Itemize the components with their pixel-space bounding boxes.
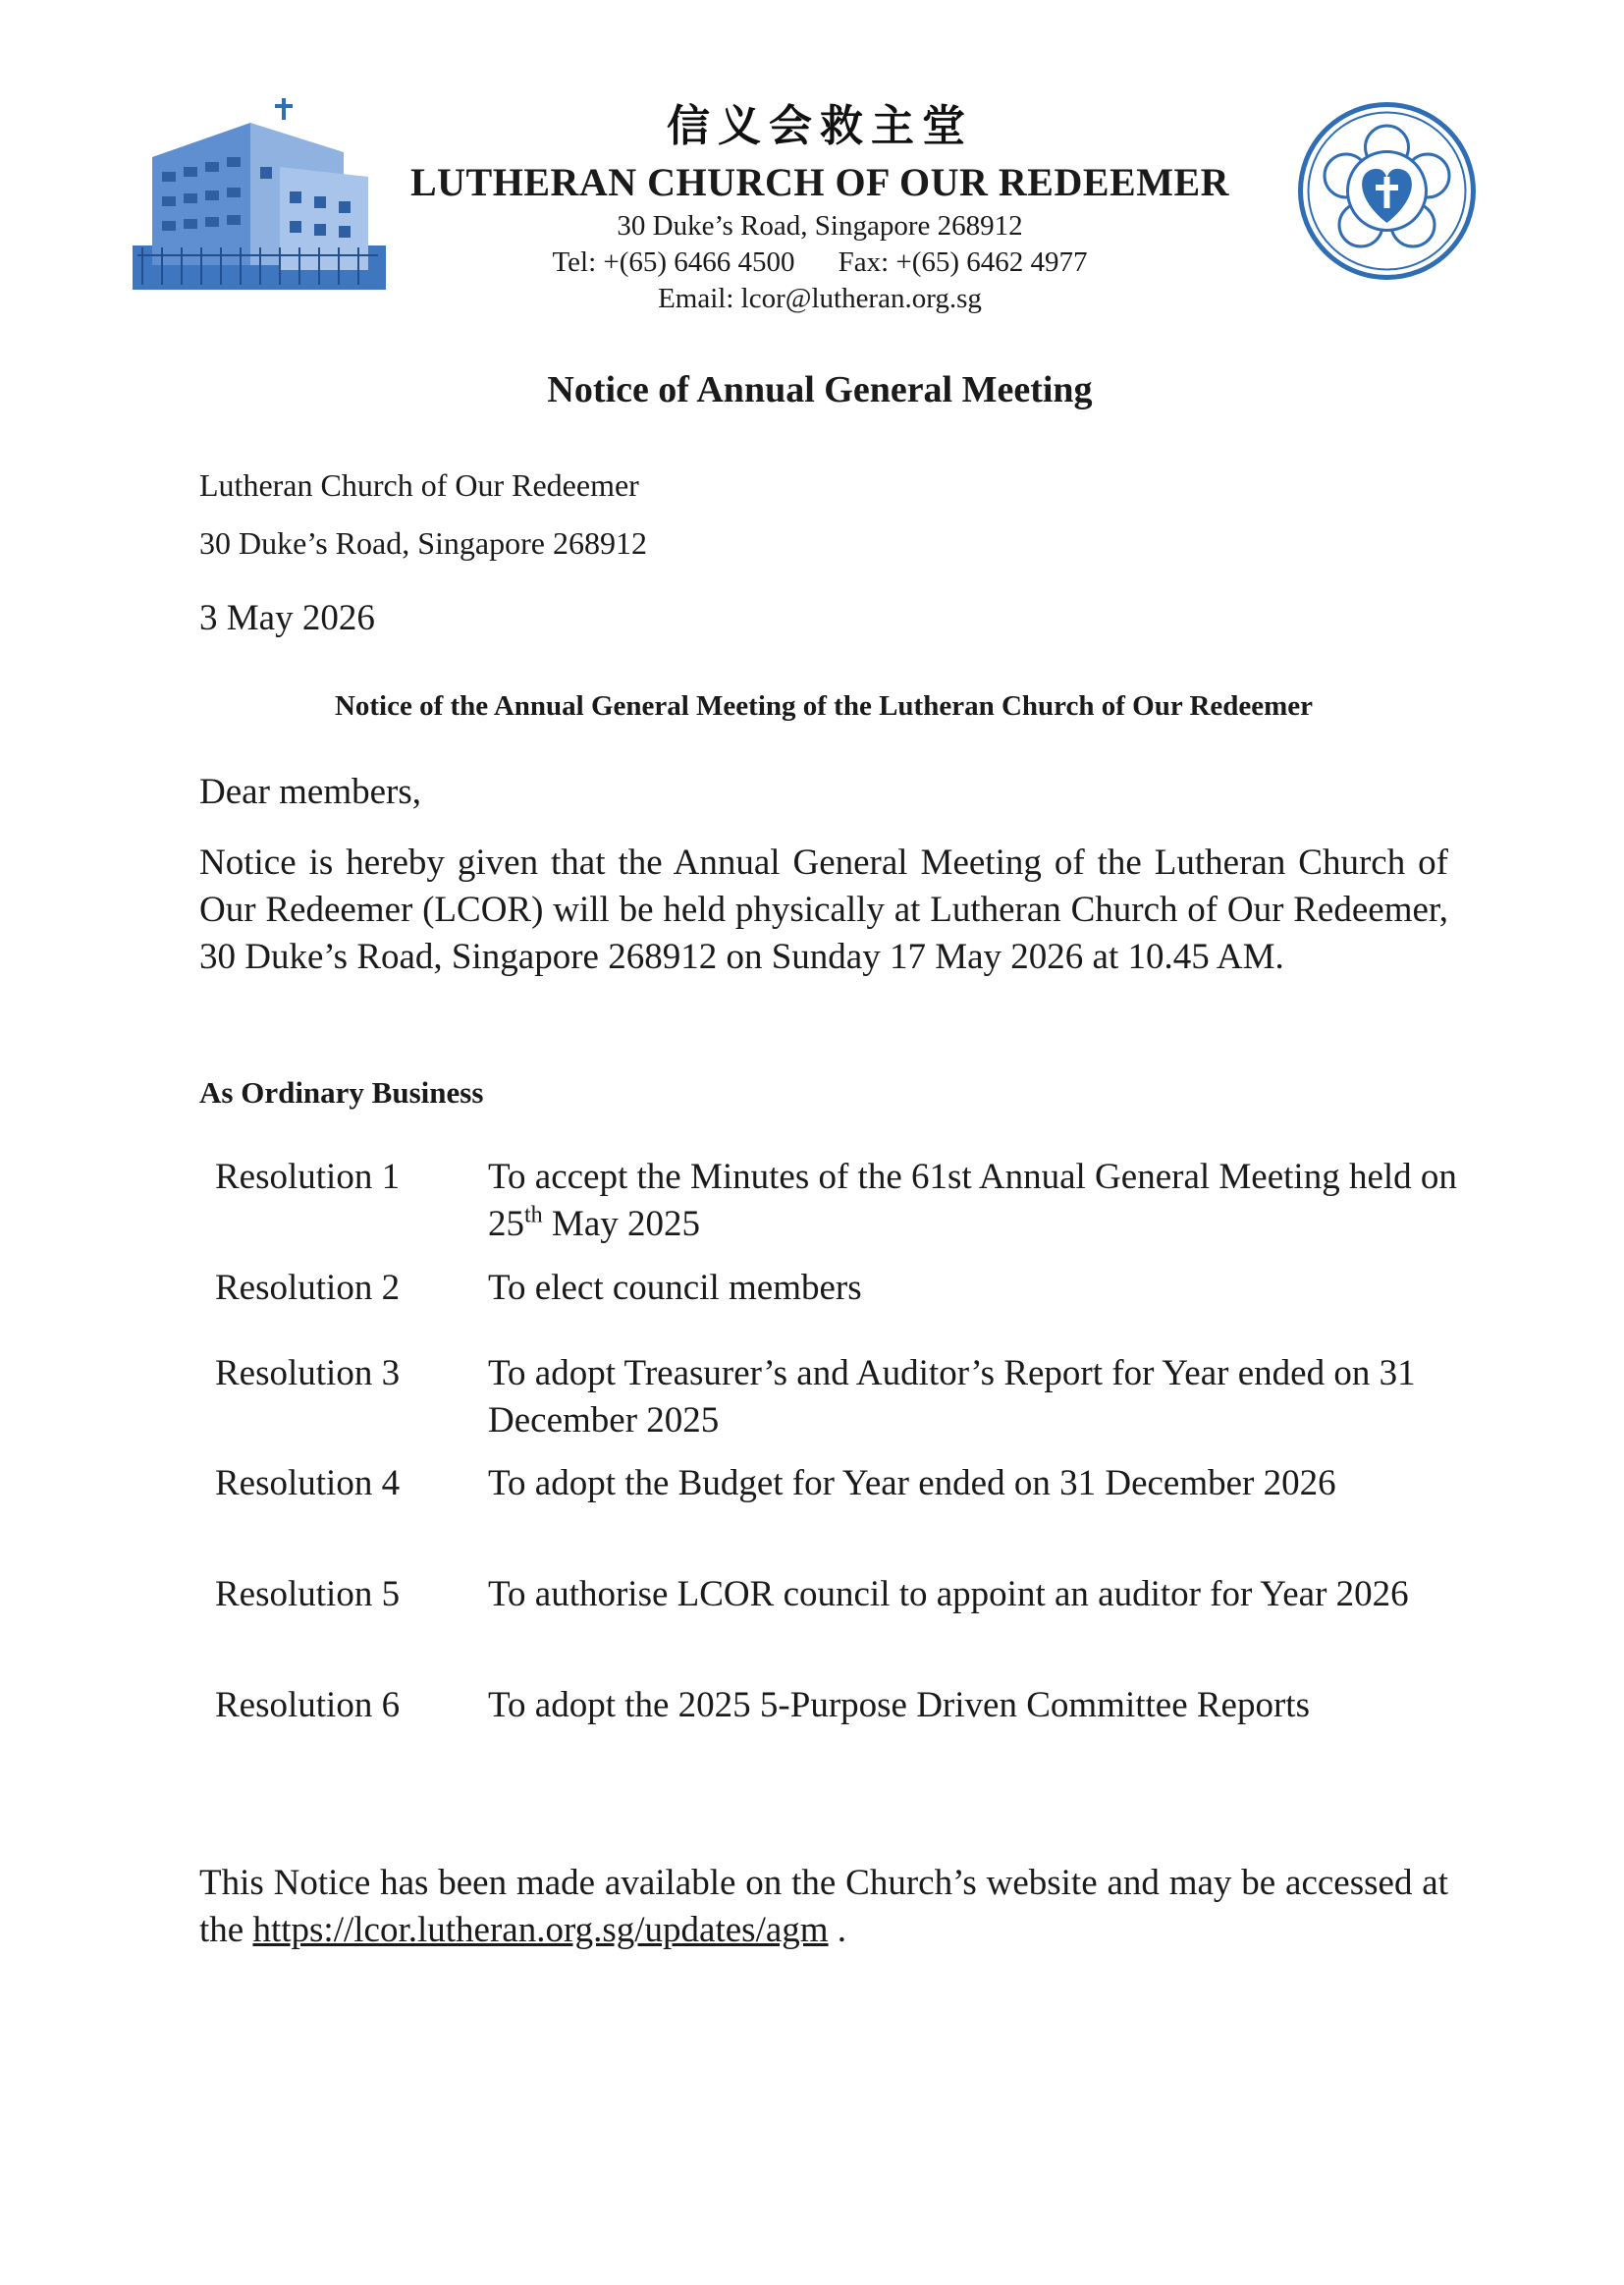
resolution-text: To elect council members (488, 1268, 862, 1308)
notice-title: Notice of Annual General Meeting (547, 369, 1093, 410)
ordinal-suffix: th (524, 1202, 543, 1228)
resolution-label: Resolution 5 (215, 1574, 401, 1614)
closing-text: This Notice has been made available on the Church’s website and may be accessed at the (199, 1863, 1448, 1950)
closing-paragraph (199, 1860, 1448, 1954)
recipient-line-1: Lutheran Church of Our Redeemer (199, 467, 639, 503)
resolution-label: Resolution 4 (215, 1463, 401, 1503)
subject-line: Notice of the Annual General Meeting of the Lutheran Church of Our Redeemer (334, 690, 1314, 722)
church-email: Email: lcor@lutheran.org.sg (658, 283, 982, 314)
body-paragraph: Notice is hereby given that the Annual General Meeting of the Lutheran Church of Our Redeemer (LCOR) will be held physically at Lutheran Church of Our Redeemer, 30 Duke’s Road, Singapore 268912 on Sunday 17 May 2026 at 10.45 AM. (199, 843, 1448, 977)
church-chinese-name: 信义会救主堂 (667, 101, 973, 151)
contact-phone-fax (0, 245, 1624, 281)
tel-number: Tel: +(65) 6466 4500 (552, 246, 795, 278)
greeting: Dear members, (199, 772, 422, 812)
resolution-label: Resolution 1 (215, 1157, 401, 1197)
resolution-text: To adopt the Budget for Year ended on 31 December 2026 (488, 1463, 1336, 1503)
resolution-label: Resolution 3 (215, 1353, 401, 1393)
ordinary-business-heading: As Ordinary Business (199, 1075, 484, 1110)
resolution-label: Resolution 6 (215, 1685, 401, 1725)
resolution-text: To adopt the 2025 5-Purpose Driven Committee Reports (488, 1685, 1310, 1725)
letter-date: 3 May 2026 (199, 598, 375, 638)
resolution-text: To adopt Treasurer’s and Auditor’s Report for Year ended on 31 December 2025 (488, 1353, 1416, 1441)
recipient-line-2: 30 Duke’s Road, Singapore 268912 (199, 525, 647, 561)
closing-end: . (828, 1910, 847, 1950)
church-name: LUTHERAN CHURCH OF OUR REDEEMER (409, 160, 1230, 204)
resolution-text: To accept the Minutes of the 61st Annual General Meeting held on 25th May 2025 (488, 1157, 1457, 1244)
resolution-text: To authorise LCOR council to appoint an auditor for Year 2026 (488, 1574, 1409, 1614)
recipient-address (199, 457, 647, 572)
fax-number: Fax: +(65) 6462 4977 (838, 246, 1088, 278)
agm-website-link[interactable]: https://lcor.lutheran.org.sg/updates/agm (252, 1910, 829, 1950)
church-address: 30 Duke’s Road, Singapore 268912 (617, 210, 1023, 242)
letterhead (0, 96, 1624, 317)
resolution-label: Resolution 2 (215, 1268, 401, 1308)
